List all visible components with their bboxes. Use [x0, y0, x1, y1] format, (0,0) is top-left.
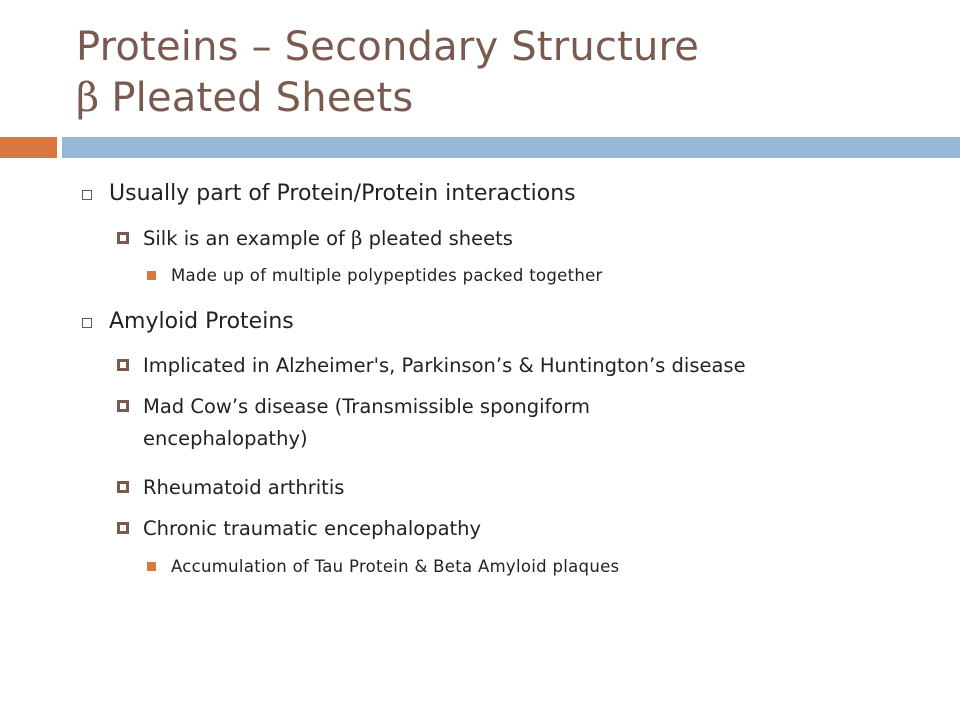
bullet-silk-example [143, 224, 513, 253]
bullet-chronic-traumatic-encephalopathy: Chronic traumatic encephalopathy [143, 517, 482, 540]
silk-text-before: Silk is an example of [143, 227, 352, 250]
bullet-tau-accumulation: Accumulation of Tau Protein & Beta Amyloid plaques [171, 557, 620, 576]
bullet-mad-cow-line-2: encephalopathy) [143, 427, 308, 450]
bullet-polypeptides: Made up of multiple polypeptides packed together [171, 266, 603, 285]
bullet-implicated-diseases: Implicated in Alzheimer's, Parkinson’s & Huntington’s disease [143, 354, 746, 377]
filled-square-bullet-icon [147, 271, 156, 280]
square-bullet-icon [117, 232, 129, 244]
title-beta-symbol: β [76, 75, 100, 121]
bullet-amyloid-proteins: Amyloid Proteins [109, 309, 294, 334]
bullet-mad-cow-line-1: Mad Cow’s disease (Transmissible spongiform [143, 395, 591, 418]
bullet-protein-interactions: Usually part of Protein/Protein interactions [109, 181, 576, 206]
title-line-1: Proteins – Secondary Structure [76, 24, 700, 70]
square-bullet-icon [117, 522, 129, 534]
silk-beta-symbol: β [351, 227, 363, 250]
filled-square-bullet-icon [147, 562, 156, 571]
title-line-2-text: Pleated Sheets [111, 75, 414, 121]
hollow-square-bullet-icon [82, 190, 92, 200]
hollow-square-bullet-icon [82, 318, 92, 328]
bullet-rheumatoid-arthritis: Rheumatoid arthritis [143, 476, 345, 499]
square-bullet-icon [117, 400, 129, 412]
square-bullet-icon [117, 481, 129, 493]
silk-text-after: pleated sheets [362, 227, 513, 250]
square-bullet-icon [117, 359, 129, 371]
